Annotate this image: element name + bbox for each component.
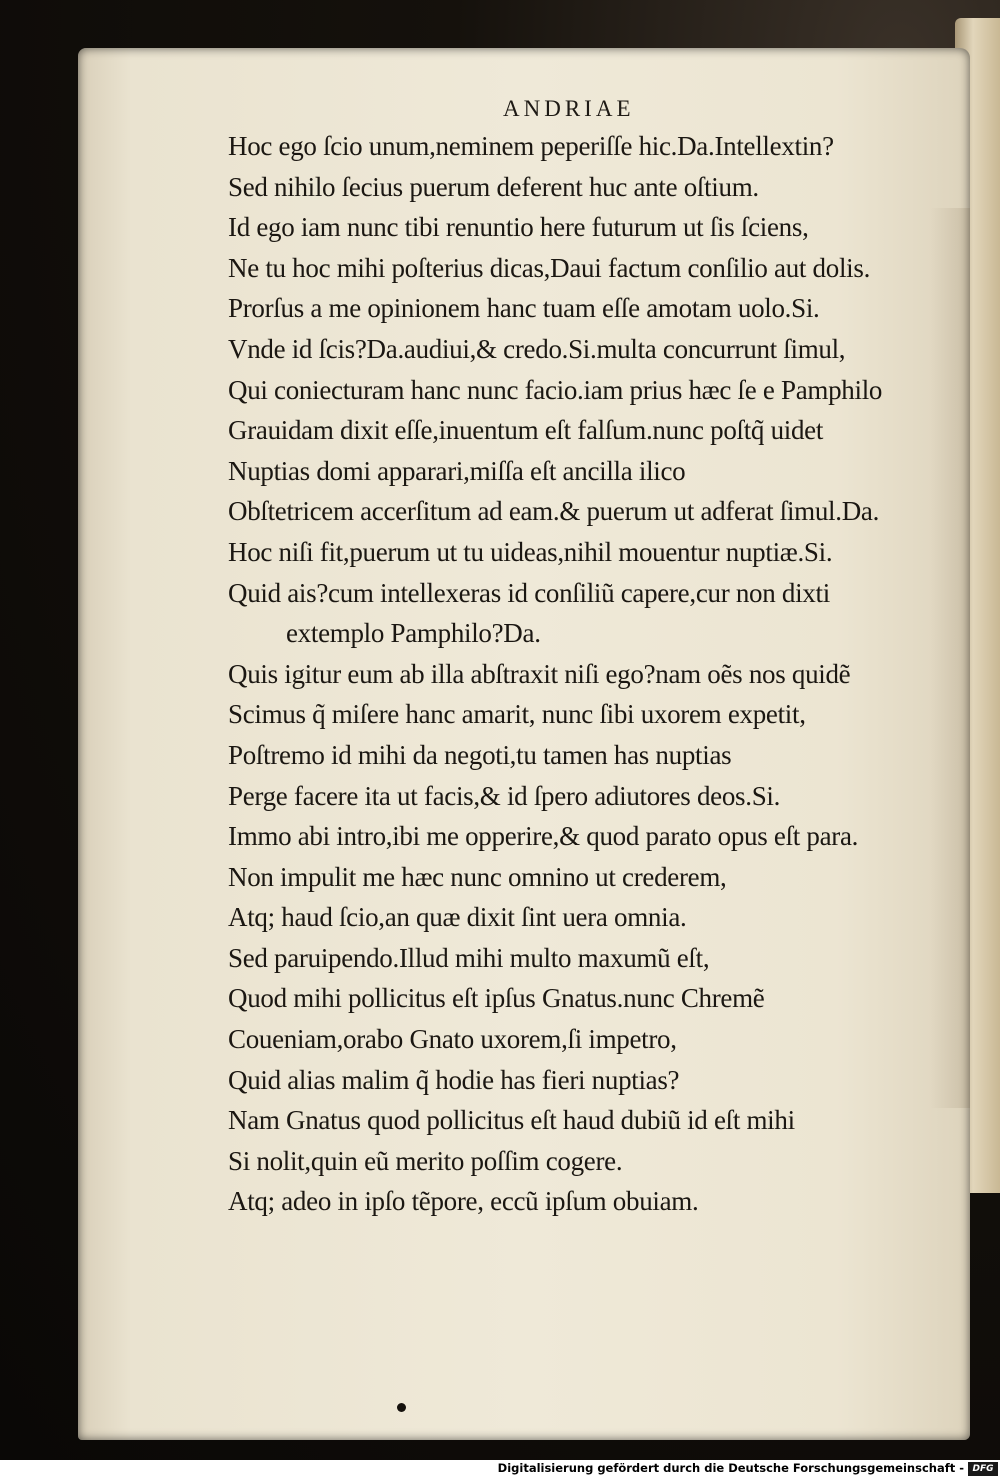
ink-dot	[397, 1403, 406, 1412]
verse-line: Ne tu hoc mihi poſterius dicas,Daui factum conſilio aut dolis.	[228, 252, 871, 283]
verse-line: Grauidam dixit eſſe,inuentum eſt falſum.nunc poſtq̃ uidet	[228, 415, 824, 446]
verse-line: Obſtetricem accerſitum ad eam.& puerum ut adferat ſimul.Da.	[228, 496, 880, 527]
verse-line: Perge facere ita ut facis,& id ſpero adiutores deos.Si.	[228, 780, 781, 811]
dfg-logo: DFG	[968, 1462, 998, 1476]
verse-line: Quid alias malim q̃ hodie has fieri nuptias?	[228, 1064, 680, 1095]
verse-line: Scimus q̃ miſere hanc amarit, nunc ſibi uxorem expetit,	[228, 699, 806, 730]
verse-line: Nuptias domi apparari,miſſa eſt ancilla ilico	[228, 455, 686, 486]
verse-line: Immo abi intro,ibi me opperire,& quod parato opus eſt para.	[228, 821, 859, 852]
verse-text	[228, 126, 928, 1222]
verse-line: Atq; adeo in ipſo tẽpore, eccũ ipſum obuiam.	[228, 1186, 699, 1217]
verse-line: Prorſus a me opinionem hanc tuam eſſe amotam uolo.Si.	[228, 293, 820, 324]
verse-line: Poſtremo id mihi da negoti,tu tamen has nuptias	[228, 739, 732, 770]
page-gutter-shadow	[930, 208, 970, 1108]
verse-line: Coueniam,orabo Gnato uxorem,ſi impetro,	[228, 1024, 677, 1055]
verse-line: Quod mihi pollicitus eſt ipſus Gnatus.nunc Chremẽ	[228, 983, 765, 1014]
verse-line: Id ego iam nunc tibi renuntio here futurum ut ſis ſciens,	[228, 212, 809, 243]
verse-line: Sed nihilo ſecius puerum deferent huc ante oſtium.	[228, 171, 759, 202]
verse-line: Hoc ego ſcio unum,neminem peperiſſe hic.Da.Intellextin?	[228, 131, 834, 161]
verse-line: Si nolit,quin eũ merito poſſim cogere.	[228, 1145, 623, 1176]
verse-line: Qui coniecturam hanc nunc facio.iam prius hæc ſe e Pamphilo	[228, 374, 883, 405]
verse-line: Quis igitur eum ab illa abſtraxit niſi ego?nam oẽs nos quidẽ	[228, 658, 851, 689]
verse-line: extemplo Pamphilo?Da.	[286, 618, 541, 649]
verse-line: Vnde id ſcis?Da.audiui,& credo.Si.multa concurrunt ſimul,	[228, 333, 846, 364]
verse-line: Nam Gnatus quod pollicitus eſt haud dubiũ id eſt mihi	[228, 1105, 795, 1136]
verse-line: Sed paruipendo.Illud mihi multo maxumũ eſt,	[228, 942, 710, 973]
verse-line: Non impulit me hæc nunc omnino ut crederem,	[228, 861, 727, 892]
footer-credit: Digitalisierung gefördert durch die Deutsche Forschungsgemeinschaft -	[497, 1461, 964, 1475]
book-page	[78, 48, 970, 1440]
verse-line: Hoc niſi fit,puerum ut tu uideas,nihil mouentur nuptiæ.Si.	[228, 536, 833, 567]
running-head: ANDRIAE	[503, 96, 635, 121]
verse-line: Atq; haud ſcio,an quæ dixit ſint uera omnia.	[228, 902, 687, 933]
verse-line: Quid ais?cum intellexeras id conſiliũ capere,cur non dixti	[228, 577, 830, 608]
